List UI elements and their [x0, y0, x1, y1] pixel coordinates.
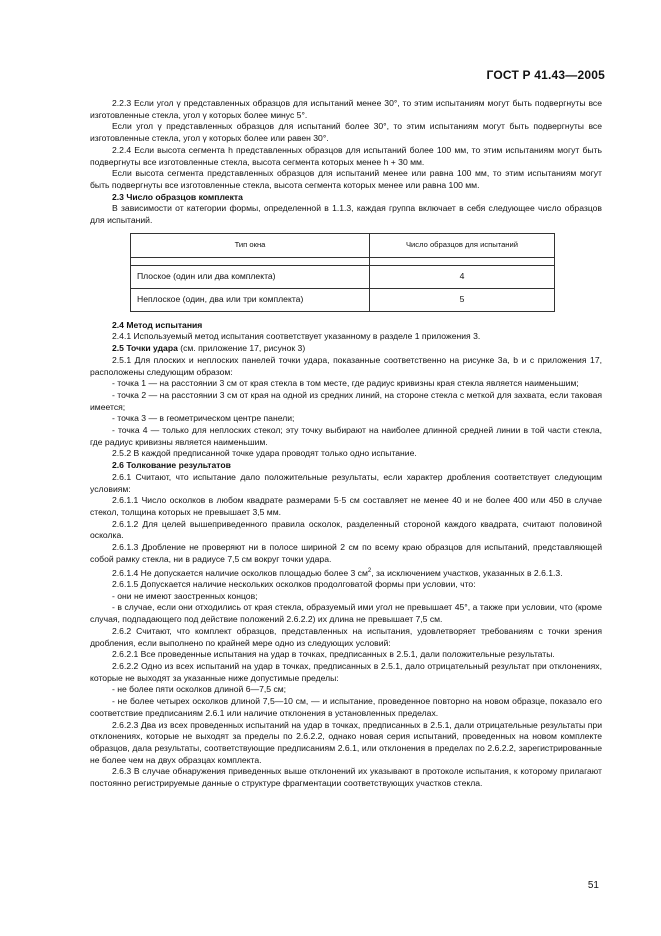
paragraph: В зависимости от категории формы, определенной в 1.1.3, каждая группа включает в себя следующее число образцов для испытаний.	[90, 203, 602, 226]
paragraph: 2.6.3 В случае обнаружения приведенных выше отклонений их указывают в протоколе испытания, к которому прилагают постоянно регистрируемые данные о структуре фрагментации соответствующих участков стекла.	[90, 766, 602, 789]
paragraph: 2.5.2 В каждой предписанной точке удара проводят только одно испытание.	[112, 448, 417, 459]
sample-count-cell: 4	[370, 265, 555, 288]
page-number: 51	[587, 880, 599, 891]
window-type-cell: Неплоское (один, два или три комплекта)	[131, 288, 370, 311]
section-heading: 2.3 Число образцов комплекта	[112, 191, 243, 202]
samples-table	[130, 233, 555, 312]
table-row	[131, 265, 555, 288]
list-item: - не более четырех осколков длиной 7,5—10 см, — и испытание, проведенное повторно на новом образце, показало его соответствие предписаниям 2.6.1 или наличие отклонения в установленных пределах.	[90, 696, 602, 718]
list-item: - точка 3 — в геометрическом центре панели;	[112, 413, 295, 424]
paragraph: 2.6.2.3 Два из всех проведенных испытаний на удар в точках, предписанных в 2.5.1, дали отрицательные результаты при отклонениях, которые не выходят за пределы по 2.6.2.2, однако новая серия испытаний, проведенных на новом комплекте образцов, дала результаты, соответствующие предписаниям 2.6.1, или отклонения в пределах по 2.6.2.2, зарегистрированные не более чем на двух образцах комплекта.	[90, 719, 602, 765]
paragraph: 2.6.2.2 Одно из всех испытаний на удар в точках, предписанных в 2.5.1, дало отрицательный результат при отклонениях, которые не выходят за указанные ниже допустимые пределы:	[90, 660, 602, 683]
table-header-row	[131, 233, 555, 257]
paragraph-text: 2.6.1.4 Не допускается наличие осколков площадью более 3 см	[112, 567, 368, 578]
paragraph: 2.6.1.5 Допускается наличие нескольких осколков продолговатой формы при условии, что:	[112, 579, 476, 590]
paragraph: 2.2.3 Если угол γ представленных образцов для испытаний менее 30°, то этим испытаниям могут быть подвергнуты все изготовленные стекла, угол γ которых более минус 5°.	[90, 98, 602, 120]
section-heading: 2.6 Толкование результатов	[112, 460, 231, 471]
table-spacer	[131, 257, 555, 265]
paragraph	[90, 566, 602, 580]
table-row	[131, 288, 555, 311]
list-item: - они не имеют заостренных концов;	[112, 590, 258, 601]
section-reference: (см. приложение 17, рисунок 3)	[177, 343, 306, 354]
page-body	[90, 98, 602, 790]
paragraph: 2.6.1.2 Для целей вышеприведенного правила осколок, разделенный стороной каждого квадрата, считают половиной осколка.	[90, 518, 602, 541]
superscript: 2	[367, 567, 372, 574]
section-heading-line	[90, 343, 602, 355]
paragraph: Если угол γ представленных образцов для испытаний более 30°, то этим испытаниям могут быть подвергнуты все изготовленные стекла, угол γ которых более или равен 30°.	[90, 121, 602, 144]
paragraph: 2.6.1.3 Дробление не проверяют ни в полосе шириной 2 см по всему краю образцов для испытаний, представляющей собой рамку стекла, ни в радиусе 7,5 см вокруг точки удара.	[90, 542, 602, 564]
window-type-cell: Плоское (один или два комплекта)	[131, 265, 370, 288]
paragraph: 2.6.2 Считают, что комплект образцов, представленных на испытания, удовлетворяет требованиям с точки зрения дробления, если выполнено по крайней мере одно из следующих условий:	[90, 625, 602, 648]
column-header: Число образцов для испытаний	[370, 233, 555, 257]
sample-count-cell: 5	[370, 288, 555, 311]
list-item: - в случае, если они отходились от края стекла, образуемый ими угол не превышает 45°, а также при условии, что (кроме случая, подпадающего под действие положений 2.6.2.2) их длина не превышает 7,5 см.	[90, 602, 602, 625]
paragraph: 2.4.1 Используемый метод испытания соответствует указанному в разделе 1 приложения 3.	[112, 331, 481, 342]
paragraph-text: , за исключением участков, указанных в 2.6.1.3.	[371, 567, 563, 578]
paragraph: 2.6.1 Считают, что испытание дало положительные результаты, если характер дробления соответствует следующим условиям:	[90, 471, 602, 494]
paragraph: 2.2.4 Если высота сегмента h представленных образцов для испытаний более 100 мм, то этим испытаниям могут быть подвергнуты все изготовленные стекла, высота сегмента которых менее h + 30 мм.	[90, 144, 602, 167]
paragraph: 2.5.1 Для плоских и неплоских панелей точки удара, показанные соответственно на рисунке 3а, b и c приложения 17, расположены следующим образом:	[90, 354, 602, 377]
document-header: ГОСТ Р 41.43—2005	[486, 68, 605, 82]
list-item: - точка 2 — на расстоянии 3 см от края на одной из средних линий, на стороне стекла с меткой для захвата, если таковая имеется;	[90, 389, 602, 412]
column-header: Тип окна	[131, 233, 370, 257]
paragraph: Если высота сегмента представленных образцов для испытаний менее или равна 100 мм, то этим испытаниям могут быть подвергнуты все изготовленные стекла, высота сегмента которых менее или равна 100 мм.	[90, 168, 602, 190]
paragraph: 2.6.1.1 Число осколков в любом квадрате размерами 5·5 см составляет не менее 40 и не более 400 или 450 в случае стекол, толщина которых не превышает 3,5 мм.	[90, 495, 602, 517]
section-heading: 2.5 Точки удара	[112, 343, 178, 354]
paragraph: 2.6.2.1 Все проведенные испытания на удар в точках, предписанных в 2.5.1, дали положительные результаты.	[112, 649, 555, 660]
list-item: - точка 4 — только для неплоских стекол; эту точку выбирают на наиболее длинной средней линии в той части стекла, где радиус кривизны является наименьшим.	[90, 425, 602, 447]
list-item: - не более пяти осколков длиной 6—7,5 см;	[112, 684, 287, 695]
section-heading: 2.4 Метод испытания	[112, 319, 203, 330]
list-item: - точка 1 — на расстоянии 3 см от края стекла в том месте, где радиус кривизны края стекла является наименьшим;	[112, 378, 579, 389]
